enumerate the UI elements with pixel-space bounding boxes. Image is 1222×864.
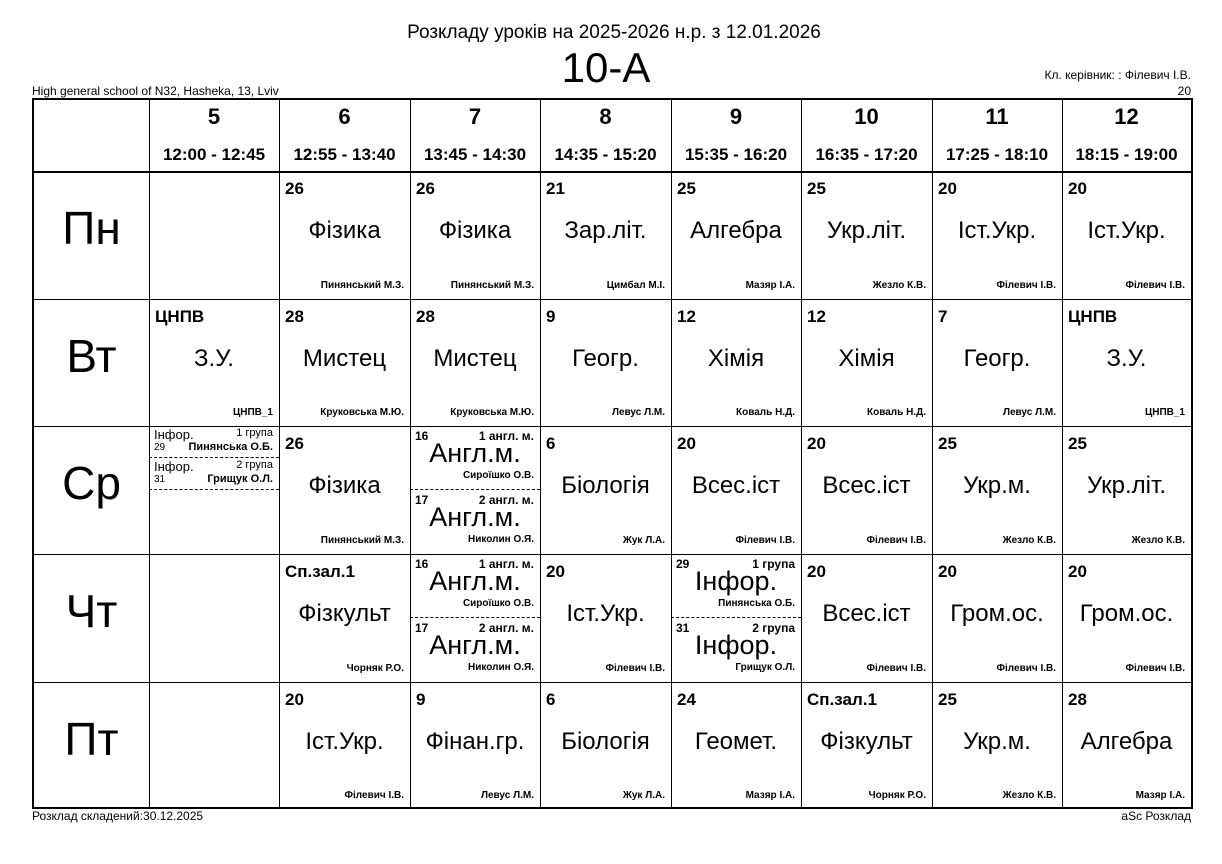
lesson-room: 26	[416, 179, 435, 198]
period-number: 8	[599, 104, 612, 129]
period-number: 7	[468, 104, 482, 129]
lesson-subject: З.У.	[194, 345, 234, 372]
lesson-cell	[279, 554, 410, 682]
lesson-subject: Іст.Укр.	[566, 600, 645, 627]
lesson-subject: Укр.м.	[963, 472, 1031, 499]
lesson-cell	[801, 682, 932, 809]
day-label: Пт	[64, 713, 119, 765]
lesson-group: 1 група	[752, 557, 795, 571]
lesson-teacher: Жезло К.В.	[1002, 790, 1056, 801]
lesson-subject: Геогр.	[963, 345, 1031, 372]
lesson-teacher: Пинянський М.З.	[450, 280, 534, 291]
lesson-cell	[540, 299, 671, 426]
lesson-room: 26	[285, 434, 304, 453]
lesson-teacher: Пинянський М.З.	[320, 535, 404, 546]
day-label: Чт	[65, 585, 118, 637]
lesson-room: 20	[938, 562, 957, 581]
lesson-teacher: Філевич І.В.	[866, 535, 926, 546]
lesson-subject: Іст.Укр.	[305, 728, 384, 755]
group-lesson	[410, 426, 540, 489]
lesson-cell	[540, 426, 671, 554]
lesson-room: 25	[1068, 434, 1087, 453]
lesson-subject: Інфор.	[694, 630, 778, 660]
lesson-room: 25	[807, 179, 826, 198]
lesson-teacher: Філевич І.В.	[996, 280, 1056, 291]
lesson-teacher: Сироїшко О.В.	[462, 470, 534, 481]
lesson-subject: Укр.літ.	[1086, 472, 1167, 499]
lesson-teacher: Філевич І.В.	[735, 535, 795, 546]
document-number: 20	[1177, 84, 1191, 98]
lesson-cell	[410, 554, 540, 682]
lesson-subject: Хімія	[838, 345, 895, 372]
lesson-cell	[410, 426, 540, 554]
lesson-room: Сп.зал.1	[807, 690, 877, 709]
lesson-teacher: Філевич І.В.	[1125, 663, 1185, 674]
lesson-room: 16	[415, 557, 429, 571]
lesson-room: 12	[807, 307, 826, 326]
lesson-teacher: ЦНПВ_1	[232, 407, 273, 418]
lesson-room: 6	[546, 434, 556, 453]
lesson-teacher: Левус Л.М.	[480, 790, 534, 801]
lesson-cell	[801, 171, 932, 299]
lesson-subject: Фінан.гр.	[425, 728, 525, 755]
lesson-subject: Гром.ос.	[1079, 600, 1174, 627]
lesson-cell	[671, 682, 801, 809]
lesson-room: 28	[1068, 690, 1087, 709]
lesson-cell	[149, 426, 279, 554]
lesson-room: 9	[546, 307, 556, 326]
lesson-cell	[801, 554, 932, 682]
group-lesson	[410, 618, 540, 681]
empty-cell	[149, 554, 279, 682]
lesson-subject: Фізкульт	[820, 728, 913, 755]
lesson-cell	[932, 682, 1062, 809]
lesson-teacher: Цимбал М.І.	[606, 280, 665, 291]
lesson-room: 29	[154, 442, 166, 453]
lesson-subject: Інфор.	[154, 459, 194, 474]
lesson-cell	[1062, 682, 1191, 809]
lesson-group: 2 англ. м.	[478, 493, 534, 507]
lesson-room: 16	[415, 429, 429, 443]
period-number: 10	[854, 104, 879, 129]
lesson-teacher: Сироїшко О.В.	[462, 598, 534, 609]
timetable-grid	[32, 98, 1193, 809]
lesson-cell	[932, 171, 1062, 299]
lesson-room: 28	[285, 307, 304, 326]
lesson-teacher: Жезло К.В.	[1002, 535, 1056, 546]
class-name: 10-А	[561, 44, 651, 91]
lesson-subject: Мистец	[302, 345, 387, 372]
compiled-date: Розклад складений:30.12.2025	[32, 809, 204, 823]
lesson-group: 2 група	[752, 621, 795, 635]
lesson-teacher: Коваль Н.Д.	[867, 407, 926, 418]
lesson-subject: Фізкульт	[298, 600, 391, 627]
lesson-room: 24	[677, 690, 696, 709]
lesson-cell	[1062, 171, 1191, 299]
lesson-teacher: Грищук О.Л.	[207, 473, 273, 485]
lesson-room: 21	[546, 179, 565, 198]
lesson-teacher: Філевич І.В.	[605, 663, 665, 674]
lesson-cell	[279, 299, 410, 426]
lesson-room: 12	[677, 307, 696, 326]
lesson-cell	[149, 299, 279, 426]
lesson-room: 17	[415, 493, 429, 507]
class-teacher: Кл. керівник: : Філевич І.В.	[1044, 68, 1191, 82]
lesson-subject: Інфор.	[694, 566, 778, 596]
group-lesson	[671, 618, 801, 681]
lesson-room: 25	[677, 179, 696, 198]
lesson-subject: Хімія	[707, 345, 765, 372]
lesson-room: 20	[677, 434, 696, 453]
lesson-teacher: Жезло К.В.	[872, 280, 926, 291]
period-number: 11	[985, 104, 1009, 129]
lesson-subject: Іст.Укр.	[957, 217, 1037, 244]
lesson-teacher: ЦНПВ_1	[1144, 407, 1185, 418]
lesson-room: 28	[416, 307, 435, 326]
lesson-subject: Мистец	[433, 345, 517, 372]
lesson-room: 20	[285, 690, 304, 709]
lesson-room: 9	[416, 690, 426, 709]
group-divider	[671, 617, 801, 618]
lesson-teacher: Філевич І.В.	[1125, 280, 1185, 291]
period-time: 17:25 - 18:10	[945, 145, 1049, 164]
lesson-teacher: Чорняк Р.О.	[868, 790, 926, 801]
lesson-subject: Інфор.	[154, 427, 194, 442]
lesson-subject: Англ.м.	[429, 502, 521, 532]
period-time: 15:35 - 16:20	[684, 145, 788, 164]
lesson-cell	[671, 554, 801, 682]
lesson-teacher: Мазяр І.А.	[745, 790, 795, 801]
lesson-teacher: Левус Л.М.	[611, 407, 665, 418]
school-name: High general school of N32, Hasheka, 13, Lviv	[32, 84, 279, 98]
lesson-room: ЦНПВ	[155, 307, 205, 326]
lesson-teacher: Грищук О.Л.	[735, 662, 795, 673]
group-lesson	[410, 554, 540, 617]
lesson-subject: Англ.м.	[429, 630, 521, 660]
lesson-room: 17	[415, 621, 429, 635]
lesson-subject: Всес.іст	[691, 472, 781, 499]
day-label: Вт	[66, 330, 117, 382]
lesson-subject: Фізика	[308, 217, 381, 244]
lesson-subject: Алгебра	[1080, 728, 1173, 755]
lesson-group: 1 англ. м.	[478, 557, 534, 571]
lesson-room: 29	[676, 557, 690, 571]
lesson-cell	[540, 554, 671, 682]
lesson-subject: Англ.м.	[429, 566, 521, 596]
period-number: 9	[729, 104, 743, 129]
lesson-subject: Іст.Укр.	[1087, 217, 1166, 244]
lesson-cell	[801, 299, 932, 426]
lesson-cell	[279, 426, 410, 554]
lesson-cell	[671, 426, 801, 554]
lesson-room: 20	[938, 179, 957, 198]
lesson-room: 20	[1068, 179, 1087, 198]
lesson-teacher: Левус Л.М.	[1002, 407, 1056, 418]
period-number: 12	[1114, 104, 1139, 129]
lesson-teacher: Пинянська О.Б.	[718, 598, 795, 609]
lesson-room: 25	[938, 690, 957, 709]
group-lesson	[149, 458, 279, 490]
lesson-room: 31	[154, 474, 166, 485]
lesson-cell	[540, 171, 671, 299]
lesson-room: 31	[676, 621, 690, 635]
lesson-room: 26	[285, 179, 304, 198]
lesson-group: 1 група	[236, 427, 273, 439]
lesson-cell	[932, 299, 1062, 426]
lesson-subject: Гром.ос.	[950, 600, 1044, 627]
period-time: 18:15 - 19:00	[1075, 145, 1178, 164]
lesson-cell	[410, 682, 540, 809]
lesson-cell	[1062, 299, 1191, 426]
lesson-room: 7	[938, 307, 948, 326]
lesson-teacher: Жезло К.В.	[1131, 535, 1185, 546]
lesson-subject: Зар.літ.	[564, 217, 647, 244]
lesson-teacher: Жук Л.А.	[622, 790, 665, 801]
lesson-room: Сп.зал.1	[285, 562, 355, 581]
period-time: 12:00 - 12:45	[162, 145, 266, 164]
lesson-teacher: Чорняк Р.О.	[346, 663, 404, 674]
lesson-cell	[932, 426, 1062, 554]
lesson-subject: Алгебра	[690, 217, 782, 244]
lesson-cell	[1062, 426, 1191, 554]
lesson-teacher: Філевич І.В.	[344, 790, 404, 801]
period-time: 14:35 - 15:20	[554, 145, 657, 164]
lesson-subject: Англ.м.	[429, 438, 521, 468]
lesson-teacher: Пинянська О.Б.	[188, 441, 273, 453]
lesson-room: 20	[807, 562, 826, 581]
lesson-cell	[279, 171, 410, 299]
lesson-subject: Укр.м.	[963, 728, 1031, 755]
lesson-cell	[671, 299, 801, 426]
period-number: 5	[207, 104, 221, 129]
group-divider	[410, 489, 540, 490]
lesson-subject: Всес.іст	[822, 472, 911, 499]
lesson-teacher: Круковська М.Ю.	[450, 407, 534, 418]
lesson-subject: Геогр.	[572, 345, 639, 372]
lesson-teacher: Николин О.Я.	[468, 662, 534, 673]
lesson-cell	[932, 554, 1062, 682]
lesson-subject: Фізика	[308, 472, 381, 499]
day-label: Ср	[62, 457, 121, 509]
lesson-teacher: Мазяр І.А.	[745, 280, 795, 291]
lesson-room: ЦНПВ	[1068, 307, 1118, 326]
lesson-teacher: Жук Л.А.	[622, 535, 665, 546]
lesson-cell	[671, 171, 801, 299]
lesson-room: 20	[546, 562, 565, 581]
lesson-group: 2 англ. м.	[478, 621, 534, 635]
lesson-room: 20	[1068, 562, 1087, 581]
lesson-subject: Фізика	[438, 217, 512, 244]
lesson-teacher: Мазяр І.А.	[1135, 790, 1185, 801]
group-lesson	[671, 554, 801, 617]
group-lesson	[410, 490, 540, 553]
group-lesson	[149, 426, 279, 458]
period-time: 13:45 - 14:30	[423, 145, 527, 164]
lesson-teacher: Николин О.Я.	[468, 534, 534, 545]
lesson-teacher: Круковська М.Ю.	[320, 407, 404, 418]
lesson-cell	[410, 299, 540, 426]
lesson-teacher: Філевич І.В.	[996, 663, 1056, 674]
empty-cell	[149, 171, 279, 299]
lesson-teacher: Пинянський М.З.	[320, 280, 404, 291]
lesson-teacher: Коваль Н.Д.	[736, 407, 795, 418]
lesson-cell	[801, 426, 932, 554]
period-time: 16:35 - 17:20	[815, 145, 918, 164]
day-label: Пн	[62, 202, 121, 254]
lesson-subject: Біологія	[561, 472, 650, 499]
lesson-cell	[1062, 554, 1191, 682]
period-number: 6	[338, 104, 351, 129]
empty-cell	[149, 682, 279, 809]
lesson-room: 25	[938, 434, 957, 453]
lesson-subject: Всес.іст	[822, 600, 911, 627]
lesson-group: 1 англ. м.	[478, 429, 534, 443]
lesson-cell	[540, 682, 671, 809]
schedule-title: Розкладу уроків на 2025-2026 н.р. з 12.01.2026	[407, 22, 821, 43]
lesson-subject: Біологія	[561, 728, 650, 755]
lesson-group: 2 група	[236, 459, 273, 471]
group-divider	[149, 489, 279, 490]
lesson-room: 20	[807, 434, 826, 453]
lesson-room: 6	[546, 690, 556, 709]
lesson-subject: Укр.літ.	[826, 217, 907, 244]
lesson-cell	[410, 171, 540, 299]
app-name: aSc Розклад	[1121, 809, 1191, 823]
lesson-teacher: Філевич І.В.	[866, 663, 926, 674]
lesson-cell	[279, 682, 410, 809]
period-time: 12:55 - 13:40	[293, 145, 396, 164]
lesson-subject: Геомет.	[694, 728, 778, 755]
lesson-subject: З.У.	[1106, 345, 1147, 372]
group-divider	[410, 617, 540, 618]
